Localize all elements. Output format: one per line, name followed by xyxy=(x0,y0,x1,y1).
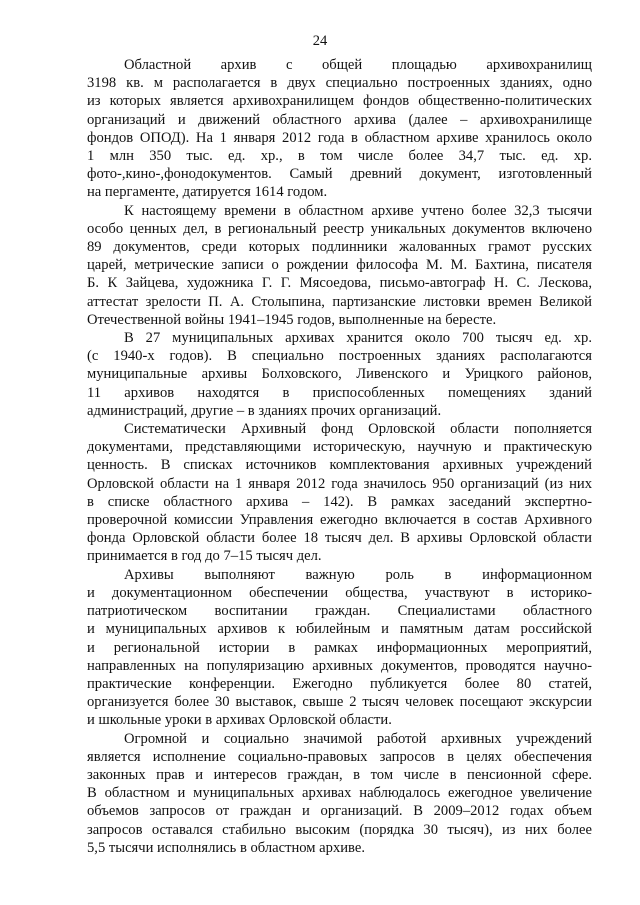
text-line: 1 млн 350 тыс. ед. хр., в том числе более 34,7 тыс. ед. хр. xyxy=(87,148,592,165)
paragraph-archive-overview xyxy=(87,56,592,202)
paragraph-municipal-archives xyxy=(87,329,592,420)
text-line: является исполнение социально-правовых запросов в целях обеспечения xyxy=(87,748,592,765)
text-line: В областном и муниципальных архивах наблюдалось ежегодное увеличение xyxy=(87,785,592,802)
text-line: Огромной и социально значимой работой архивных учреждений xyxy=(124,730,592,747)
text-line: и школьные уроки в архивах Орловской области. xyxy=(87,712,392,729)
text-line: и муниципальных архивов к юбилейным и памятным датам российской xyxy=(87,621,592,638)
text-line: фото-,кино-,фонодокументов. Самый древний документ, изготовленный xyxy=(87,166,592,183)
text-line: В 27 муниципальных архивах хранится около 700 тысяч ед. хр. xyxy=(124,330,592,347)
text-line: запросов оставался стабильно высоким (порядка 30 тысяч), из них более xyxy=(87,821,592,838)
text-line: в списке областного архива – 142). В рамках заседаний экспертно- xyxy=(87,493,592,510)
text-line: 5,5 тысячи исполнялись в областном архиве. xyxy=(87,839,365,856)
text-line: из которых является архивохранилищем фондов общественно-политических xyxy=(87,93,592,110)
text-line: 11 архивов находятся в приспособленных помещениях зданий xyxy=(87,384,592,401)
text-line: Б. К Зайцева, художника Г. Г. Мясоедова, письмо-автограф Н. С. Лескова, xyxy=(87,275,592,292)
paragraph-information-role xyxy=(87,566,592,730)
text-line: документами, представляющими историческую, научную и практическую xyxy=(87,439,592,456)
text-line: организаций и движений областного архива (далее – архивохранилище xyxy=(87,111,592,128)
page-number: 24 xyxy=(312,33,328,49)
text-line: и региональной истории в рамках информационных мероприятий, xyxy=(87,639,592,656)
text-line: Орловской области на 1 января 2012 года значилось 950 организаций (из них xyxy=(87,475,592,492)
text-line: К настоящему времени в областном архиве учтено более 32,3 тысячи xyxy=(124,202,592,219)
text-line: администраций, другие – в зданиях прочих организаций. xyxy=(87,402,442,419)
text-line: законных прав и интересов граждан, в том числе в пенсионной сфере. xyxy=(87,766,592,783)
text-line: принимается в год до 7–15 тысяч дел. xyxy=(87,548,322,565)
text-line: фондов ОПОД). На 1 января 2012 года в областном архиве хранилось около xyxy=(87,129,592,146)
text-line: ценность. В списках источников комплектования архивных учреждений xyxy=(87,457,592,474)
text-line: Областной архив с общей площадью архивохранилищ xyxy=(124,57,592,73)
text-line: организуется более 30 выставок, свыше 2 тысяч человек посещают экскурсии xyxy=(87,694,592,711)
paragraph-fund-replenishment xyxy=(87,420,592,566)
text-line: практические конференции. Ежегодно публикуется более 80 статей, xyxy=(87,675,592,692)
text-line: аттестат зрелости П. А. Столыпина, партизанские листовки времен Великой xyxy=(87,293,592,310)
text-line: Отечественной войны 1941–1945 годов, выполненные на бересте. xyxy=(87,311,497,328)
text-line: патриотическом воспитании граждан. Специалистами областного xyxy=(87,603,592,620)
text-line: особо ценных дел, в региональный реестр уникальных документов включено xyxy=(87,220,592,237)
text-line: (с 1940-х годов). В специально построенных зданиях располагаются xyxy=(87,348,592,365)
text-line: царей, метрические записи о рождении философа М. М. Бахтина, писателя xyxy=(87,257,592,274)
text-line: 3198 кв. м располагается в двух специально построенных зданиях, одно xyxy=(87,75,592,92)
text-line: на пергаменте, датируется 1614 годом. xyxy=(87,184,328,201)
text-line: 89 документов, среди которых подлинники жалованных грамот русских xyxy=(87,239,592,256)
text-line: проверочной комиссии Управления ежегодно включается в состав Архивного xyxy=(87,512,592,529)
document-body xyxy=(87,56,592,857)
text-line: Систематически Архивный фонд Орловской области пополняется xyxy=(124,421,592,438)
text-line: фонда Орловской области более 18 тысяч дел. В архивы Орловской области xyxy=(87,530,592,547)
paragraph-social-legal-requests xyxy=(87,730,592,857)
text-line: Архивы выполняют важную роль в информационном xyxy=(124,566,592,583)
paragraph-valuable-documents xyxy=(87,202,592,329)
text-line: объемов запросов от граждан и организаций. В 2009–2012 годах объем xyxy=(87,803,592,820)
text-line: муниципальные архивы Болховского, Ливенского и Урицкого районов, xyxy=(87,366,592,383)
text-line: и документационном обеспечении общества, участвуют в историко- xyxy=(87,584,592,601)
text-line: направленных на популяризацию архивных документов, проводятся научно- xyxy=(87,657,592,674)
